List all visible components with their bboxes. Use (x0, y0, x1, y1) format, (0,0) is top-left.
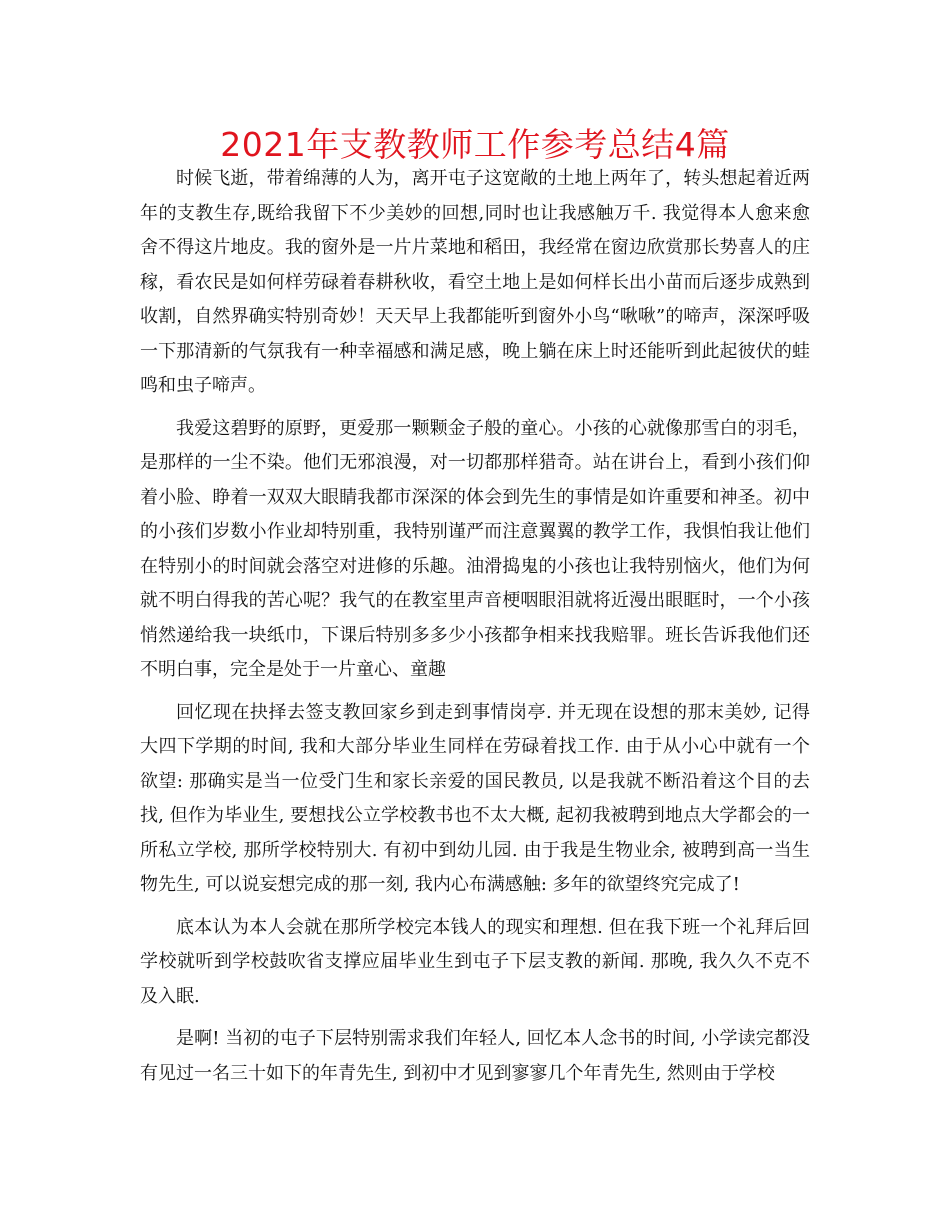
paragraph: 是啊! 当初的屯子下层特别需求我们年轻人, 回忆本人念书的时间, 小学读完都没有见过一名三十如下的年青先生, 到初中才见到寥寥几个年青先生, 然则由于学校 (140, 1028, 810, 1084)
document-body (140, 162, 810, 1099)
paragraph: 我爱这碧野的原野，更爱那一颗颗金子般的童心。小孩的心就像那雪白的羽毛，是那样的一尘不染。他们无邪浪漫，对一切都那样猎奇。站在讲台上，看到小孩们仰着小脸、睁着一双双大眼睛我都市深深的体会到先生的事情是如许重要和神圣。初中的小孩们岁数小作业却特别重，我特别谨严而注意翼翼的教学工作，我惧怕我让他们在特别小的时间就会落空对进修的乐趣。油滑捣鬼的小孩也让我特别恼火，他们为何就不明白得我的苦心呢？我气的在教室里声音梗咽眼泪就将近漫出眼眶时，一个小孩悄然递给我一块纸巾，下课后特别多多少小孩都争相来找我赔罪。班长告诉我他们还不明白事，完全是处于一片童心、童趣 (140, 417, 810, 680)
paragraph: 底本认为本人会就在那所学校完本钱人的现实和理想. 但在我下班一个礼拜后回学校就听到学校鼓吹省支撑应届毕业生到屯子下层支教的新闻. 那晚, 我久久不克不及入眠. (140, 916, 810, 1007)
paragraph: 回忆现在抉择去签支教回家乡到走到事情岗亭. 并无现在设想的那末美妙, 记得大四下学期的时间, 我和大部分毕业生同样在劳碌着找工作. 由于从小心中就有一个欲望: 那确实是当一位受门生和家长亲爱的国民教员, 以是我就不断沿着这个目的去找, 但作为毕业生, 要想找公立学校教书也不太大概, 起初我被聘到地点大学都会的一所私立学校, 那所学校特别大. 有初中到幼儿园. 由于我是生物业余, 被聘到高一当生物先生, 可以说妄想完成的那一刻, 我内心布满感触: 多年的欲望终究完成了! (140, 701, 810, 895)
document-title: 2021年支教教师工作参考总结4篇 (220, 125, 730, 164)
paragraph: 时候飞逝，带着绵薄的人为，离开屯子这宽敞的土地上两年了，转头想起着近两年的支教生存,既给我留下不少美妙的回想,同时也让我感触万千. 我觉得本人愈来愈舍不得这片地皮。我的窗外是一片片菜地和稻田，我经常在窗边欣赏那长势喜人的庄稼，看农民是如何样劳碌着春耕秋收，看空土地上是如何样长出小苗而后逐步成熟到收割，自然界确实特别奇妙！天天早上我都能听到窗外小鸟“啾啾”的啼声，深深呼吸一下那清新的气氛我有一种幸福感和满足感，晚上躺在床上时还能听到此起彼伏的蛙鸣和虫子啼声。 (140, 168, 810, 396)
